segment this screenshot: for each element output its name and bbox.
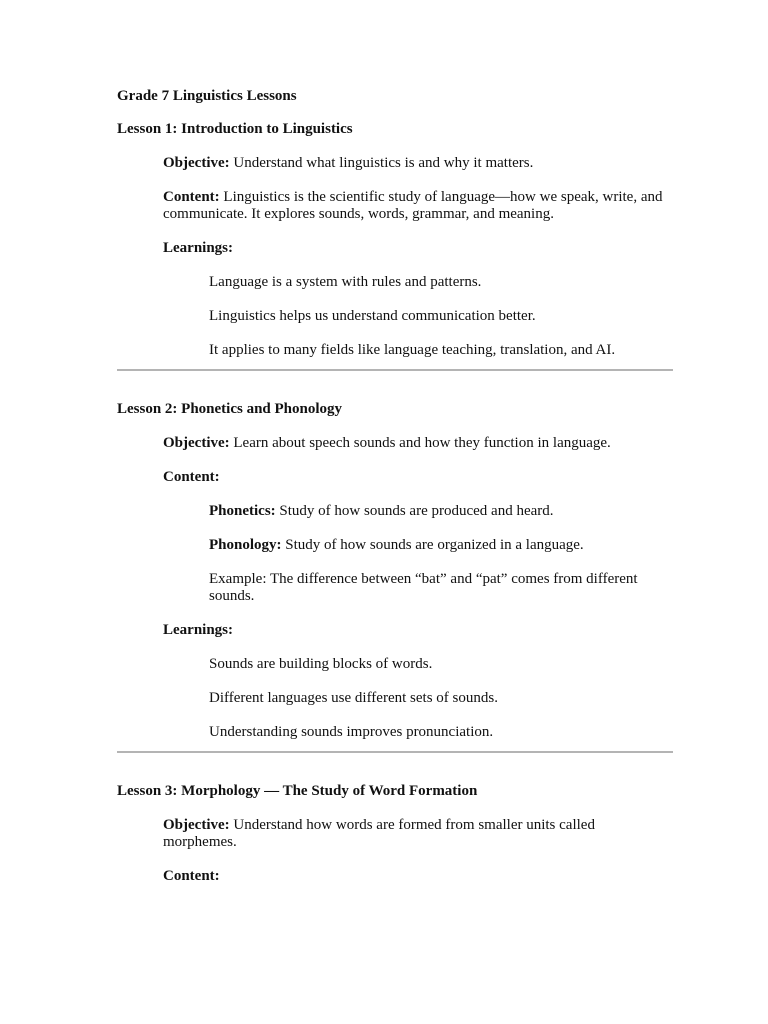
phonetics-text: Study of how sounds are produced and heard. [275, 503, 554, 519]
lesson-3-section [117, 783, 673, 885]
lesson-2-heading: Lesson 2: Phonetics and Phonology [117, 401, 343, 417]
lesson-2-phonetics [117, 503, 673, 520]
lesson-3-heading: Lesson 3: Morphology — The Study of Word Formation [117, 783, 478, 799]
lesson-2-learnings-label: Learnings: [163, 622, 234, 638]
lesson-2-learning-item: Sounds are building blocks of words. [209, 656, 433, 672]
objective-text: Understand what linguistics is and why it matters. [229, 155, 534, 171]
lesson-1-learning-item: Linguistics helps us understand communication better. [209, 308, 536, 324]
phonology-label: Phonology: [209, 537, 282, 553]
content-text: Linguistics is the scientific study of language—how we speak, write, and communicate. It explores sounds, words, grammar, and meaning. [163, 189, 663, 222]
lesson-3-objective [117, 817, 658, 851]
objective-label: Objective: [163, 817, 230, 833]
objective-label: Objective: [163, 435, 230, 451]
phonetics-label: Phonetics: [209, 503, 276, 519]
lesson-3-content-label: Content: [163, 868, 220, 884]
lesson-1-section [117, 121, 673, 359]
lesson-2-learning-item: Understanding sounds improves pronunciation. [209, 724, 494, 740]
lesson-2-phonology [117, 537, 673, 554]
objective-text: Understand how words are formed from smaller units called morphemes. [163, 817, 595, 850]
lesson-1-content [117, 189, 673, 223]
lesson-1-objective [117, 155, 673, 172]
section-divider [117, 751, 673, 753]
lesson-2-example: Example: The difference between “bat” and “pat” comes from different sounds. [209, 571, 638, 604]
lesson-2-objective [117, 435, 673, 452]
phonology-text: Study of how sounds are organized in a language. [281, 537, 584, 553]
lesson-2-content-label: Content: [163, 469, 220, 485]
lesson-2-section [117, 401, 673, 741]
objective-label: Objective: [163, 155, 230, 171]
document-title: Grade 7 Linguistics Lessons [117, 88, 297, 104]
section-divider [117, 369, 673, 371]
objective-text: Learn about speech sounds and how they function in language. [229, 435, 611, 451]
lesson-1-learning-item: It applies to many fields like language teaching, translation, and AI. [209, 342, 616, 358]
lesson-2-learning-item: Different languages use different sets of sounds. [209, 690, 498, 706]
lesson-1-learnings-label: Learnings: [163, 240, 234, 256]
content-label: Content: [163, 189, 220, 205]
lesson-1-learning-item: Language is a system with rules and patterns. [209, 274, 482, 290]
lesson-1-heading: Lesson 1: Introduction to Linguistics [117, 121, 353, 137]
